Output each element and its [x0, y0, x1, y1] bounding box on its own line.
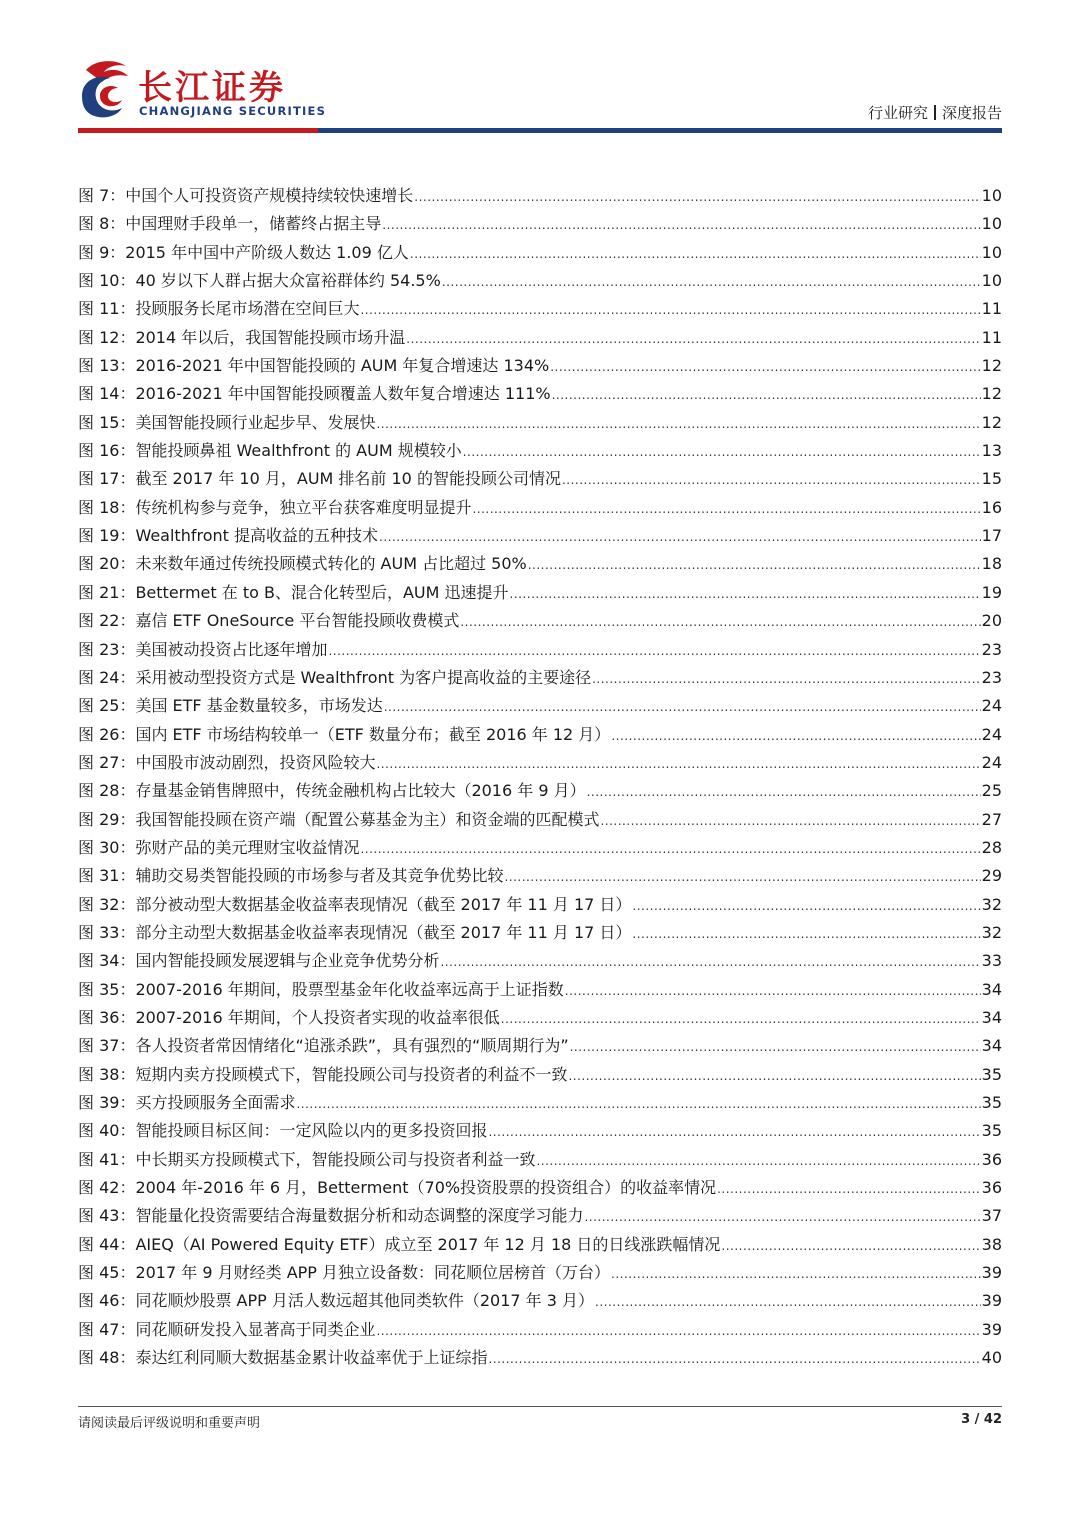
- toc-entry-label: 图 30：弥财产品的美元理财宝收益情况: [78, 837, 360, 857]
- toc-leader-dots: [565, 976, 981, 1004]
- toc-leader-dots: [501, 1004, 981, 1032]
- toc-leader-dots: [379, 522, 981, 550]
- toc-leader-dots: [600, 806, 980, 834]
- toc-entry-label: 图 39：买方投顾服务全面需求: [78, 1093, 296, 1112]
- toc-leader-dots: [460, 607, 980, 635]
- toc-leader-dots: [568, 1061, 980, 1089]
- toc-leader-dots: [592, 664, 981, 692]
- toc-entry-label: 图 35：2007-2016 年期间，股票型基金年化收益率远高于上证指数: [78, 979, 564, 999]
- toc-entry-page: 34: [981, 979, 1002, 999]
- toc-entry-label: 图 31：辅助交易类智能投顾的市场参与者及其竞争优势比较: [78, 866, 504, 886]
- toc-entry-label: 图 11：投顾服务长尾市场潜在空间巨大: [78, 299, 360, 319]
- toc-entry-page: 28: [981, 837, 1002, 857]
- toc-entry-label: 图 44：AIEQ（AI Powered Equity ETF）成立至 2017 年 12 月 18 日的日线涨跌幅情况: [78, 1234, 721, 1254]
- toc-entry-page: 12: [981, 384, 1002, 404]
- toc-entry-page: 39: [981, 1263, 1002, 1283]
- toc-leader-dots: [410, 239, 981, 267]
- toc-entry-page: 25: [981, 781, 1002, 801]
- toc-leader-dots: [611, 721, 980, 749]
- toc-entry[interactable]: [78, 522, 1002, 550]
- toc-entry[interactable]: [78, 777, 1002, 805]
- report-type: [868, 102, 1002, 123]
- toc-entry-label: 图 7：中国个人可投资资产规模持续较快速增长: [78, 186, 414, 205]
- toc-entry[interactable]: [78, 976, 1002, 1004]
- toc-entry[interactable]: [78, 239, 1002, 267]
- toc-entry-label: 图 19：Wealthfront 提高收益的五种技术: [78, 526, 378, 546]
- toc-leader-dots: [414, 182, 980, 210]
- toc-entry-page: 16: [981, 497, 1002, 517]
- toc-leader-dots: [472, 494, 980, 522]
- toc-entry[interactable]: [78, 182, 1002, 210]
- toc-entry-page: 27: [981, 809, 1002, 829]
- toc-entry[interactable]: [78, 947, 1002, 975]
- header-rule-accent: [78, 128, 318, 133]
- toc-entry-label: 图 10：40 岁以下人群占据大众富裕群体约 54.5%: [78, 271, 441, 291]
- figure-list: [78, 182, 1002, 1372]
- brand-name-en: CHANGJIANG SECURITIES: [139, 104, 327, 118]
- toc-entry-label: 图 17：截至 2017 年 10 月，AUM 排名前 10 的智能投顾公司情况: [78, 469, 561, 489]
- toc-entry-page: 35: [981, 1121, 1002, 1141]
- toc-leader-dots: [376, 749, 980, 777]
- toc-entry[interactable]: [78, 749, 1002, 777]
- toc-leader-dots: [406, 324, 980, 352]
- toc-entry-page: 40: [981, 1348, 1002, 1368]
- toc-leader-dots: [562, 465, 981, 493]
- toc-entry-label: 图 38：短期内卖方投顾模式下，智能投顾公司与投资者的利益不一致: [78, 1064, 568, 1084]
- toc-entry-page: 34: [981, 1007, 1002, 1027]
- toc-entry[interactable]: [78, 721, 1002, 749]
- toc-entry[interactable]: [78, 210, 1002, 238]
- toc-entry[interactable]: [78, 692, 1002, 720]
- toc-entry[interactable]: [78, 806, 1002, 834]
- toc-entry[interactable]: [78, 636, 1002, 664]
- brand-name-cn: 长江证券: [138, 68, 286, 108]
- toc-entry[interactable]: [78, 324, 1002, 352]
- report-type-depth: 深度报告: [941, 104, 1002, 122]
- toc-entry-page: 35: [981, 1064, 1002, 1084]
- footer-rule: [78, 1406, 1002, 1407]
- toc-entry-label: 图 47：同花顺研发投入显著高于同类企业: [78, 1319, 376, 1339]
- toc-entry[interactable]: [78, 1146, 1002, 1174]
- toc-entry-page: 10: [981, 214, 1002, 234]
- toc-entry-page: 39: [981, 1319, 1002, 1339]
- toc-entry-page: 24: [981, 752, 1002, 772]
- toc-leader-dots: [528, 550, 981, 578]
- toc-leader-dots: [328, 636, 980, 664]
- toc-entry[interactable]: [78, 1316, 1002, 1344]
- toc-entry[interactable]: [78, 550, 1002, 578]
- toc-leader-dots: [504, 862, 980, 890]
- toc-entry-page: 17: [981, 526, 1002, 546]
- toc-entry-page: 34: [981, 1036, 1002, 1056]
- toc-leader-dots: [440, 947, 980, 975]
- toc-entry-label: 图 16：智能投顾鼻祖 Wealthfront 的 AUM 规模较小: [78, 441, 462, 461]
- toc-leader-dots: [360, 834, 980, 862]
- toc-entry-page: 29: [981, 866, 1002, 886]
- toc-leader-dots: [376, 1316, 980, 1344]
- toc-leader-dots: [382, 210, 980, 238]
- toc-entry-label: 图 37：各人投资者常因情绪化“追涨杀跌”，具有强烈的“顺周期行为”: [78, 1036, 569, 1056]
- toc-entry-page: 18: [981, 554, 1002, 574]
- toc-entry-label: 图 48：泰达红利同顺大数据基金累计收益率优于上证综指: [78, 1348, 488, 1368]
- toc-entry-page: 15: [981, 469, 1002, 489]
- toc-entry[interactable]: [78, 834, 1002, 862]
- toc-leader-dots: [510, 579, 981, 607]
- toc-entry-label: 图 26：国内 ETF 市场结构较单一（ETF 数量分布；截至 2016 年 12 月）: [78, 724, 611, 744]
- toc-leader-dots: [632, 891, 980, 919]
- toc-entry-page: 20: [981, 611, 1002, 631]
- toc-entry-label: 图 45：2017 年 9 月财经类 APP 月独立设备数：同花顺位居榜首（万台）: [78, 1263, 611, 1283]
- toc-entry-label: 图 41：中长期买方投顾模式下，智能投顾公司与投资者利益一致: [78, 1149, 536, 1169]
- toc-entry-page: 10: [981, 186, 1002, 205]
- toc-entry-label: 图 42：2004 年-2016 年 6 月，Betterment（70%投资股票的投资组合）的收益率情况: [78, 1178, 717, 1198]
- toc-entry[interactable]: [78, 1032, 1002, 1060]
- toc-leader-dots: [488, 1117, 980, 1145]
- toc-entry-label: 图 25：美国 ETF 基金数量较多，市场发达: [78, 696, 383, 716]
- toc-entry-page: 10: [981, 242, 1002, 262]
- toc-leader-dots: [384, 692, 981, 720]
- toc-entry[interactable]: [78, 1089, 1002, 1117]
- toc-leader-dots: [376, 409, 980, 437]
- toc-entry-page: 24: [981, 696, 1002, 716]
- toc-entry[interactable]: [78, 1202, 1002, 1230]
- toc-entry-page: 23: [981, 639, 1002, 659]
- toc-entry-label: 图 14：2016-2021 年中国智能投顾覆盖人数年复合增速达 111%: [78, 384, 551, 404]
- toc-entry[interactable]: [78, 1344, 1002, 1372]
- toc-entry[interactable]: [78, 1004, 1002, 1032]
- toc-entry-page: 13: [981, 441, 1002, 461]
- toc-entry-label: 图 40：智能投顾目标区间：一定风险以内的更多投资回报: [78, 1121, 488, 1141]
- toc-entry-page: 19: [981, 582, 1002, 602]
- toc-entry-label: 图 20：未来数年通过传统投顾模式转化的 AUM 占比超过 50%: [78, 554, 527, 574]
- footer-disclaimer: 请阅读最后评级说明和重要声明: [78, 1416, 261, 1431]
- toc-entry-page: 11: [981, 327, 1002, 347]
- toc-entry[interactable]: [78, 352, 1002, 380]
- toc-entry-page: 37: [981, 1206, 1002, 1226]
- toc-leader-dots: [488, 1344, 980, 1372]
- toc-entry-page: 23: [981, 667, 1002, 687]
- toc-leader-dots: [717, 1174, 981, 1202]
- toc-leader-dots: [463, 437, 981, 465]
- toc-leader-dots: [632, 919, 980, 947]
- toc-leader-dots: [360, 295, 980, 323]
- toc-entry[interactable]: [78, 891, 1002, 919]
- toc-entry-page: 35: [981, 1093, 1002, 1112]
- page-header: [0, 0, 1080, 140]
- toc-entry[interactable]: [78, 1174, 1002, 1202]
- toc-entry[interactable]: [78, 1287, 1002, 1315]
- toc-leader-dots: [296, 1089, 980, 1117]
- toc-entry-page: 39: [981, 1291, 1002, 1311]
- changjiang-logo-icon: [78, 56, 134, 122]
- toc-entry[interactable]: [78, 1061, 1002, 1089]
- toc-leader-dots: [550, 352, 980, 380]
- toc-entry-label: 图 27：中国股市波动剧烈，投资风险较大: [78, 752, 376, 772]
- toc-leader-dots: [570, 1032, 981, 1060]
- toc-leader-dots: [536, 1146, 980, 1174]
- toc-entry-label: 图 36：2007-2016 年期间，个人投资者实现的收益率很低: [78, 1007, 500, 1027]
- toc-entry-page: 10: [981, 271, 1002, 291]
- toc-entry-label: 图 23：美国被动投资占比逐年增加: [78, 639, 328, 659]
- toc-entry-label: 图 24：采用被动型投资方式是 Wealthfront 为客户提高收益的主要途径: [78, 667, 592, 687]
- toc-leader-dots: [442, 267, 981, 295]
- report-type-industry: 行业研究: [867, 104, 928, 122]
- toc-entry-label: 图 21：Bettermet 在 to B、混合化转型后，AUM 迅速提升: [78, 582, 509, 602]
- toc-entry[interactable]: [78, 465, 1002, 493]
- toc-entry-label: 图 8：中国理财手段单一，储蓄终占据主导: [78, 214, 382, 234]
- toc-entry[interactable]: [78, 1231, 1002, 1259]
- toc-entry-label: 图 12：2014 年以后，我国智能投顾市场升温: [78, 327, 406, 347]
- footer-page-number: 3 / 42: [961, 1412, 1002, 1427]
- toc-entry-page: 12: [981, 412, 1002, 432]
- toc-entry[interactable]: [78, 494, 1002, 522]
- toc-entry-label: 图 32：部分被动型大数据基金收益率表现情况（截至 2017 年 11 月 17 日）: [78, 894, 632, 914]
- toc-entry[interactable]: [78, 579, 1002, 607]
- toc-entry-label: 图 22：嘉信 ETF OneSource 平台智能投顾收费模式: [78, 611, 460, 631]
- toc-leader-dots: [552, 380, 981, 408]
- toc-entry[interactable]: [78, 295, 1002, 323]
- toc-entry[interactable]: [78, 409, 1002, 437]
- toc-entry-label: 图 46：同花顺炒股票 APP 月活人数远超其他同类软件（2017 年 3 月）: [78, 1291, 595, 1311]
- toc-entry[interactable]: [78, 267, 1002, 295]
- toc-entry-page: 32: [981, 894, 1002, 914]
- toc-entry-page: 32: [981, 922, 1002, 942]
- toc-leader-dots: [595, 1287, 981, 1315]
- toc-entry-page: 36: [981, 1149, 1002, 1169]
- toc-entry-label: 图 9：2015 年中国中产阶级人数达 1.09 亿人: [78, 242, 409, 262]
- toc-entry-page: 12: [981, 356, 1002, 376]
- toc-entry-label: 图 34：国内智能投顾发展逻辑与企业竞争优势分析: [78, 951, 440, 971]
- toc-entry-page: 11: [981, 299, 1002, 319]
- toc-leader-dots: [721, 1231, 980, 1259]
- report-type-separator: [934, 105, 936, 120]
- toc-leader-dots: [584, 1202, 980, 1230]
- toc-entry-page: 36: [981, 1178, 1002, 1198]
- toc-entry[interactable]: [78, 607, 1002, 635]
- toc-entry-label: 图 33：部分主动型大数据基金收益率表现情况（截至 2017 年 11 月 17 日）: [78, 922, 632, 942]
- toc-entry-label: 图 18：传统机构参与竞争，独立平台获客难度明显提升: [78, 497, 472, 517]
- toc-entry-page: 24: [981, 724, 1002, 744]
- toc-entry[interactable]: [78, 437, 1002, 465]
- toc-entry[interactable]: [78, 862, 1002, 890]
- toc-leader-dots: [587, 777, 981, 805]
- toc-entry-label: 图 29：我国智能投顾在资产端（配置公募基金为主）和资金端的匹配模式: [78, 809, 600, 829]
- toc-entry-label: 图 13：2016-2021 年中国智能投顾的 AUM 年复合增速达 134%: [78, 356, 550, 376]
- toc-entry[interactable]: [78, 380, 1002, 408]
- toc-entry-page: 33: [981, 951, 1002, 971]
- toc-entry[interactable]: [78, 1259, 1002, 1287]
- toc-entry-page: 38: [981, 1234, 1002, 1254]
- toc-entry-label: 图 28：存量基金销售牌照中，传统金融机构占比较大（2016 年 9 月）: [78, 781, 586, 801]
- toc-entry[interactable]: [78, 919, 1002, 947]
- toc-entry-label: 图 43：智能量化投资需要结合海量数据分析和动态调整的深度学习能力: [78, 1206, 584, 1226]
- toc-entry[interactable]: [78, 664, 1002, 692]
- toc-entry[interactable]: [78, 1117, 1002, 1145]
- toc-entry-label: 图 15：美国智能投顾行业起步早、发展快: [78, 412, 376, 432]
- toc-leader-dots: [611, 1259, 981, 1287]
